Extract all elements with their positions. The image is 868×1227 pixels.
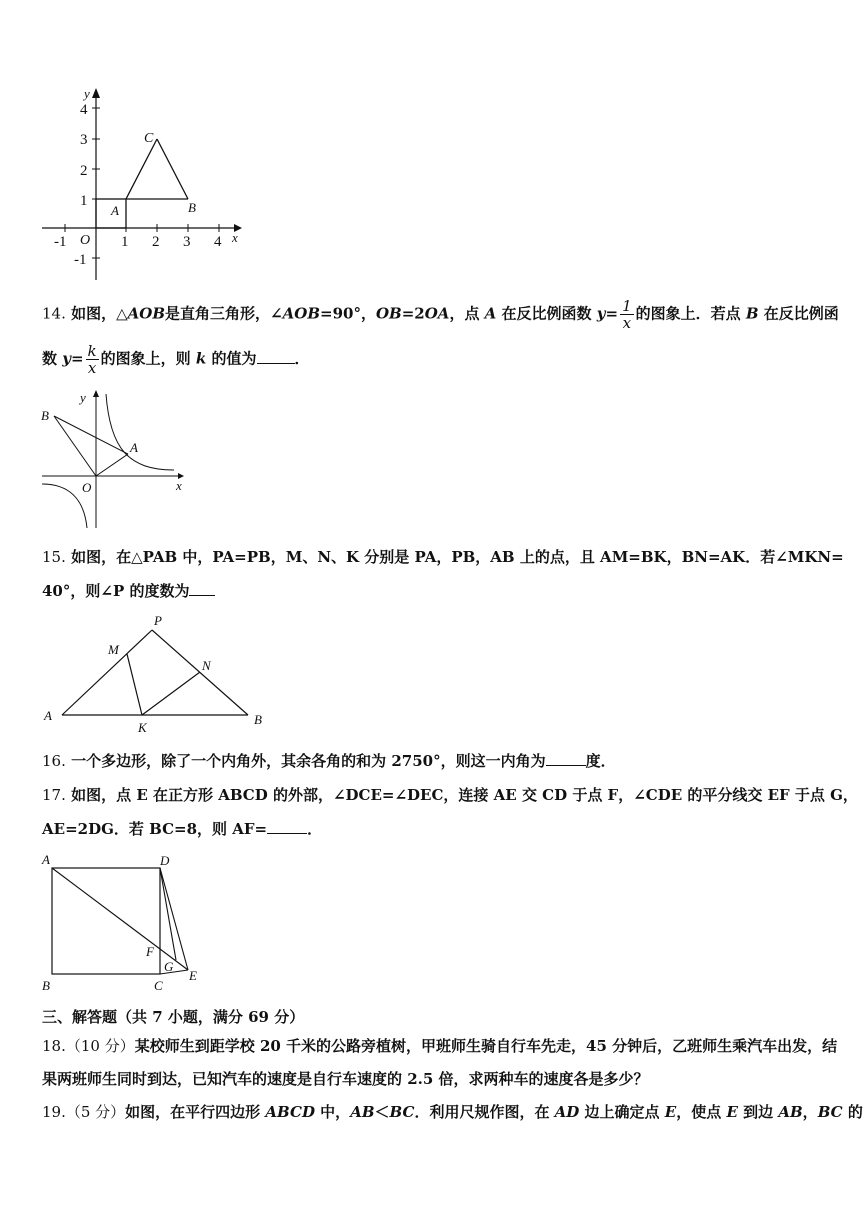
q18-line1 bbox=[42, 1035, 838, 1057]
q14-line2 bbox=[42, 343, 838, 376]
point-a-label: A bbox=[44, 708, 52, 723]
q16-text: 度． bbox=[585, 752, 616, 770]
q16-text: 一个多边形，除了一个内角外，其余各角的和为 2750°，则这一内角为 bbox=[71, 752, 546, 770]
figure-square-abcd bbox=[38, 850, 218, 993]
q14-var: OA bbox=[424, 304, 450, 323]
q14-text: 在反比例函 bbox=[758, 304, 839, 323]
q14-var: A bbox=[484, 304, 497, 323]
answer-blank[interactable] bbox=[267, 819, 307, 834]
x-tick-2: 2 bbox=[152, 234, 160, 250]
y-axis-label: y bbox=[84, 86, 90, 101]
point-b-label: B bbox=[254, 712, 262, 727]
q14-text: 的值为 bbox=[206, 349, 257, 368]
q17-line1 bbox=[42, 784, 858, 806]
origin-label: O bbox=[82, 480, 92, 495]
q14-var: AOB bbox=[282, 304, 320, 323]
q17-line2 bbox=[42, 818, 838, 840]
y-axis-label: y bbox=[80, 390, 86, 405]
q19-var: E bbox=[664, 1103, 677, 1121]
q19-text: 中， bbox=[314, 1103, 351, 1121]
q19-var: AD bbox=[554, 1103, 580, 1121]
point-a-label: A bbox=[42, 852, 50, 867]
answer-blank[interactable] bbox=[189, 581, 215, 596]
q19-text: 的 bbox=[842, 1103, 863, 1121]
x-tick-neg1: -1 bbox=[54, 234, 67, 250]
q14-text: ． bbox=[294, 349, 310, 368]
q19-text: ，使点 bbox=[676, 1103, 727, 1121]
q17-text: ． bbox=[307, 820, 323, 838]
q17-text: AE=2DG．若 BC=8，则 AF= bbox=[42, 820, 268, 838]
y-tick-neg1: -1 bbox=[74, 252, 87, 268]
point-f-label: F bbox=[146, 944, 154, 959]
point-b-label: B bbox=[42, 978, 50, 993]
q14-fraction-1 bbox=[620, 298, 634, 331]
y-tick-4: 4 bbox=[80, 102, 88, 118]
q19-text: ， bbox=[802, 1103, 818, 1121]
q14-text: =90°， bbox=[320, 304, 376, 323]
q19-text: 如图，在平行四边形 bbox=[125, 1103, 266, 1121]
q19-text: ＜ bbox=[374, 1103, 390, 1121]
q19-score: （5 分） bbox=[65, 1103, 126, 1121]
q14-var: y bbox=[62, 349, 71, 368]
figure-triangle-pab bbox=[40, 612, 270, 738]
q15-text: 如图，在△PAB 中，PA=PB，M、N、K 分别是 PA，PB，AB 上的点，且 AM=BK，BN=AK．若∠MKN= bbox=[71, 548, 844, 566]
point-p-label: P bbox=[154, 613, 162, 628]
point-b-label: B bbox=[188, 200, 196, 215]
q14-number: 14. bbox=[42, 304, 66, 323]
frac-denominator: x bbox=[622, 314, 632, 332]
q19-text: 到边 bbox=[737, 1103, 779, 1121]
x-axis-label: x bbox=[176, 478, 182, 493]
q18-line2 bbox=[42, 1068, 838, 1090]
q19-text: 边上确定点 bbox=[579, 1103, 665, 1121]
q14-var: AOB bbox=[127, 304, 166, 323]
q19-var: AB bbox=[350, 1103, 375, 1121]
frac-numerator: k bbox=[87, 342, 97, 360]
q14-var: B bbox=[745, 304, 759, 323]
q14-text: 在反比例函数 bbox=[496, 304, 597, 323]
point-c-label: C bbox=[144, 131, 154, 146]
answer-blank[interactable] bbox=[546, 751, 586, 766]
q19-var: BC bbox=[389, 1103, 415, 1121]
point-g-label: G bbox=[164, 959, 174, 974]
q18-score: （10 分） bbox=[65, 1037, 135, 1055]
q16-number: 16. bbox=[42, 752, 66, 770]
point-a-label: A bbox=[111, 203, 119, 218]
q14-text: 如图，△ bbox=[71, 304, 128, 323]
q19-text: ．利用尺规作图，在 bbox=[414, 1103, 555, 1121]
answer-blank[interactable] bbox=[257, 349, 295, 364]
point-b-label: B bbox=[41, 408, 49, 423]
q16-line bbox=[42, 750, 838, 772]
point-e-label: E bbox=[189, 968, 197, 983]
q19-var: AB bbox=[778, 1103, 803, 1121]
y-tick-2: 2 bbox=[80, 163, 88, 179]
q14-text: 数 bbox=[42, 349, 63, 368]
point-n-label: N bbox=[202, 658, 211, 673]
q14-var: OB bbox=[375, 304, 402, 323]
q15-line1 bbox=[42, 546, 844, 568]
q14-var: k bbox=[195, 349, 207, 368]
q14-text: 的图象上．若点 bbox=[635, 304, 746, 323]
q14-text: 是直角三角形，∠ bbox=[165, 304, 283, 323]
point-a-label: A bbox=[130, 440, 138, 455]
q14-line1 bbox=[42, 298, 838, 331]
q18-text: 某校师生到距学校 20 千米的公路旁植树，甲班师生骑自行车先走，45 分钟后，乙班师生乘汽车出发，结 bbox=[134, 1037, 838, 1055]
q19-line1 bbox=[42, 1101, 863, 1123]
origin-label: O bbox=[80, 233, 91, 248]
x-tick-4: 4 bbox=[214, 234, 222, 250]
q15-line2 bbox=[42, 580, 838, 602]
q14-text: 的图象上，则 bbox=[100, 349, 196, 368]
point-d-label: D bbox=[160, 853, 170, 868]
figure-coordinate-triangle bbox=[36, 84, 256, 284]
point-c-label: C bbox=[154, 978, 163, 993]
q17-text: 如图，点 E 在正方形 ABCD 的外部，∠DCE=∠DEC，连接 AE 交 CD 于点 F，∠CDE 的平分线交 EF 于点 G， bbox=[71, 786, 858, 804]
q14-text: ，点 bbox=[449, 304, 485, 323]
x-tick-1: 1 bbox=[121, 234, 129, 250]
frac-denominator: x bbox=[87, 359, 97, 377]
q15-number: 15. bbox=[42, 548, 66, 566]
q14-var: y bbox=[596, 304, 606, 323]
point-m-label: M bbox=[108, 642, 119, 657]
q19-var: BC bbox=[817, 1103, 843, 1121]
y-tick-3: 3 bbox=[80, 132, 88, 148]
q19-var: E bbox=[726, 1103, 738, 1121]
frac-numerator: 1 bbox=[622, 297, 632, 315]
q18-number: 18. bbox=[42, 1037, 66, 1055]
x-axis-label: x bbox=[232, 230, 238, 245]
x-tick-3: 3 bbox=[183, 234, 191, 250]
q18-text: 果两班师生同时到达，已知汽车的速度是自行车速度的 2.5 倍，求两种车的速度各是多少？ bbox=[42, 1070, 649, 1088]
figure-inverse-function bbox=[38, 388, 198, 530]
q19-number: 19. bbox=[42, 1103, 66, 1121]
section-header: 三、解答题（共 7 小题，满分 69 分） bbox=[42, 1008, 305, 1026]
q17-number: 17. bbox=[42, 786, 66, 804]
point-k-label: K bbox=[138, 720, 147, 735]
q19-var: ABCD bbox=[265, 1103, 315, 1121]
q14-text: =2 bbox=[401, 304, 425, 323]
q14-fraction-2 bbox=[86, 343, 99, 376]
q15-text: 40°，则∠P 的度数为 bbox=[42, 582, 190, 600]
y-tick-1: 1 bbox=[80, 193, 88, 209]
q14-text: = bbox=[605, 304, 619, 323]
q14-text: = bbox=[70, 349, 84, 368]
